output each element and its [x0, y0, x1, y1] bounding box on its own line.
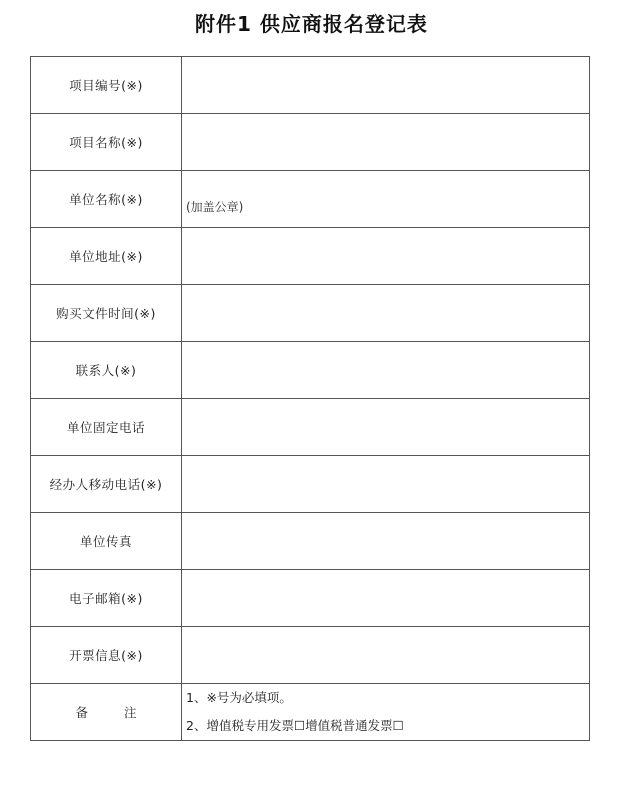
- row-label-project-number: 项目编号(※): [31, 57, 182, 114]
- company-name-field[interactable]: [182, 171, 590, 228]
- row-label-project-name: 项目名称(※): [31, 114, 182, 171]
- table-row: [31, 285, 590, 342]
- row-label-email: 电子邮箱(※): [31, 570, 182, 627]
- table-row: [31, 570, 590, 627]
- remarks-line-invoice-type: 2、增值税专用发票☐增值税普通发票☐: [186, 718, 404, 733]
- email-field[interactable]: [182, 570, 590, 627]
- row-label-contact-person: 联系人(※): [31, 342, 182, 399]
- remarks-label: 备注: [75, 705, 173, 720]
- remarks-content: [182, 684, 590, 741]
- row-label-fax: 单位传真: [31, 513, 182, 570]
- row-label-mobile: 经办人移动电话(※): [31, 456, 182, 513]
- table-row: [31, 114, 590, 171]
- table-row: [31, 228, 590, 285]
- row-label-invoice: 开票信息(※): [31, 627, 182, 684]
- table-row: [31, 57, 590, 114]
- remarks-line-required: 1、※号为必填项。: [186, 690, 292, 705]
- row-label-company-address: 单位地址(※): [31, 228, 182, 285]
- fax-field[interactable]: [182, 513, 590, 570]
- table-row: [31, 342, 590, 399]
- table-row: [31, 171, 590, 228]
- form-title: 附件1 供应商报名登记表: [195, 12, 428, 36]
- seal-note: (加盖公章): [186, 200, 244, 214]
- row-label-remarks: [31, 684, 182, 741]
- registration-table: [30, 56, 590, 741]
- table-row: [31, 627, 590, 684]
- landline-field[interactable]: [182, 399, 590, 456]
- table-row: [31, 399, 590, 456]
- table-row: [31, 513, 590, 570]
- table-row: [31, 456, 590, 513]
- company-address-field[interactable]: [182, 228, 590, 285]
- mobile-field[interactable]: [182, 456, 590, 513]
- invoice-field[interactable]: [182, 627, 590, 684]
- purchase-time-field[interactable]: [182, 285, 590, 342]
- table-row: [31, 684, 590, 741]
- row-label-company-name: 单位名称(※): [31, 171, 182, 228]
- row-label-landline: 单位固定电话: [31, 399, 182, 456]
- row-label-purchase-time: 购买文件时间(※): [31, 285, 182, 342]
- project-name-field[interactable]: [182, 114, 590, 171]
- contact-person-field[interactable]: [182, 342, 590, 399]
- project-number-field[interactable]: [182, 57, 590, 114]
